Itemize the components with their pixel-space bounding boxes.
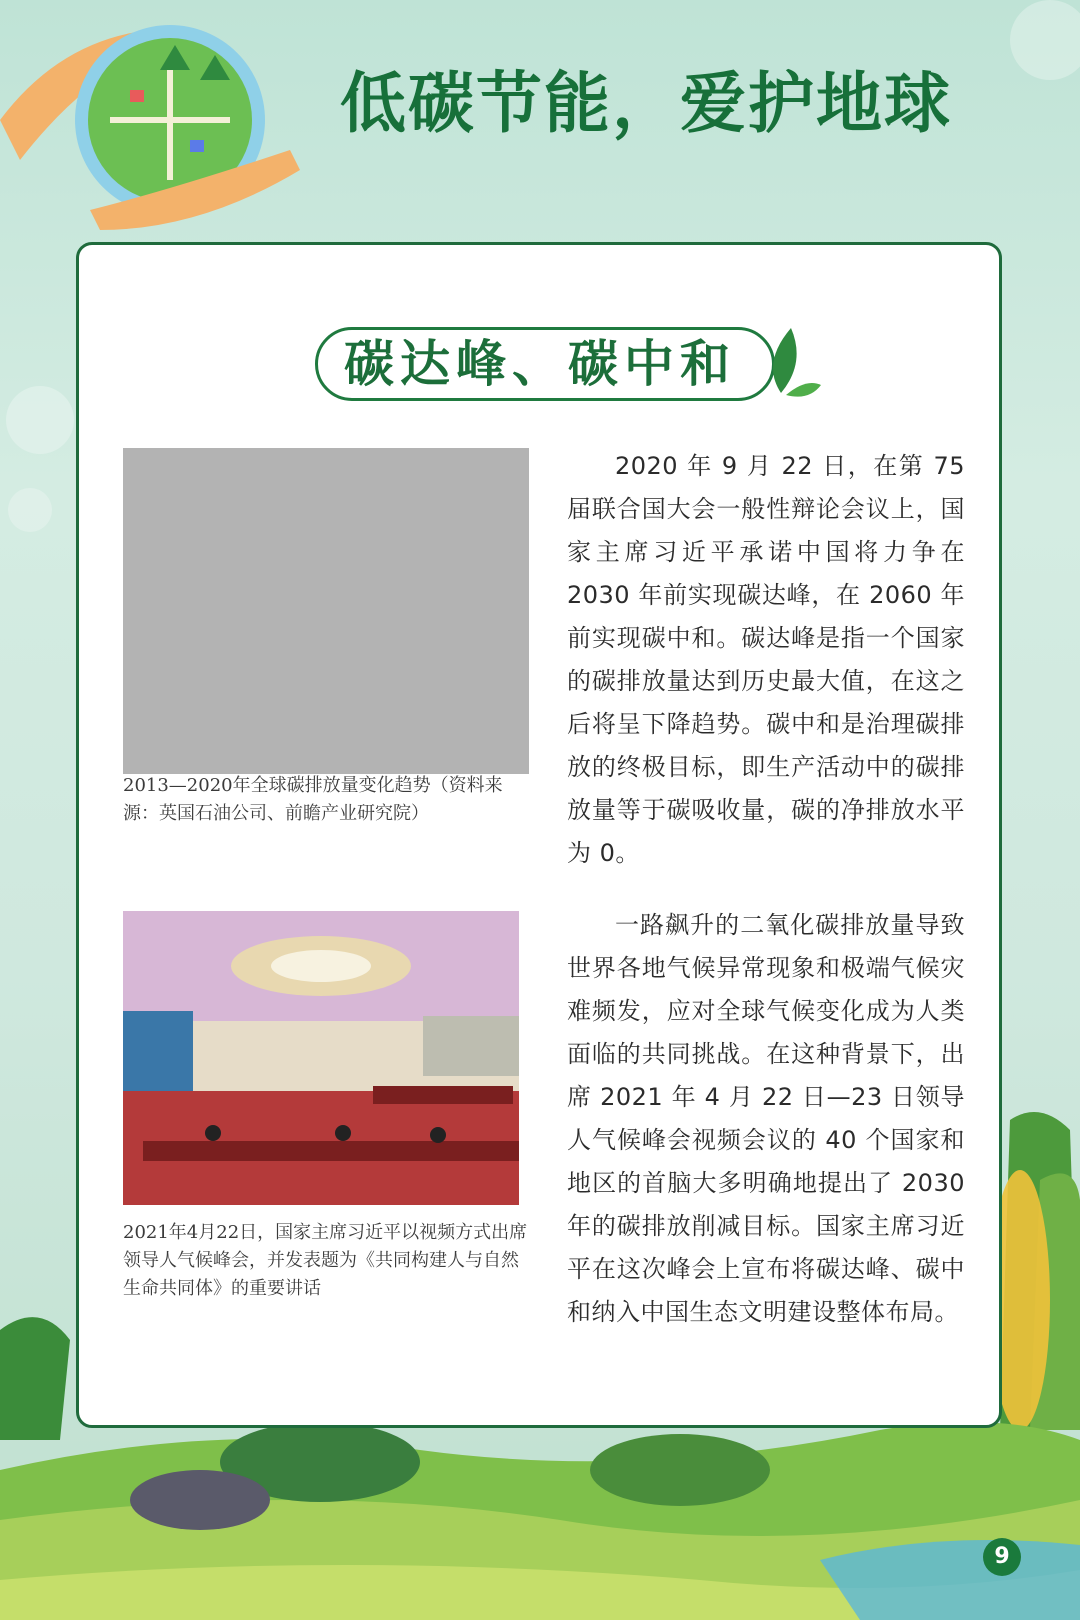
leaf-icon bbox=[761, 323, 821, 403]
summit-photo bbox=[123, 911, 519, 1205]
page-title: 低碳节能，爱护地球 bbox=[340, 64, 952, 142]
section-heading bbox=[315, 327, 775, 401]
globe-hands-illustration bbox=[0, 0, 320, 240]
photo-caption: 2021年4月22日，国家主席习近平以视频方式出席领导人气候峰会，并发表题为《共同构建人与自然生命共同体》的重要讲话 bbox=[123, 1222, 528, 1299]
section-heading-text: 碳达峰、碳中和 bbox=[344, 335, 736, 393]
content-card bbox=[76, 242, 1002, 1428]
page-number-badge: 9 bbox=[983, 1538, 1021, 1576]
article-paragraph-1: 2020 年 9 月 22 日，在第 75 届联合国大会一般性辩论会议上，国家主席习近平承诺中国将力争在 2030 年前实现碳达峰，在 2060 年前实现碳中和。碳达峰是指一个国家的碳排放量达到历史最大值，在这之后将呈下降趋势。碳中和是治理碳排放的终极目标，即生产活动中的碳排放量等于碳吸收量，碳的净排放水平为 0。 bbox=[567, 452, 965, 867]
chart-caption: 2013—2020年全球碳排放量变化趋势（资料来源：英国石油公司、前瞻产业研究院） bbox=[123, 775, 503, 824]
emissions-chart-image bbox=[123, 448, 529, 774]
article-paragraph-2: 一路飙升的二氧化碳排放量导致世界各地气候异常现象和极端气候灾难频发，应对全球气候变化成为人类面临的共同挑战。在这种背景下，出席 2021 年 4 月 22 日—23 日领导人气候峰会视频会议的 40 个国家和地区的首脑大多明确地提出了 2030 年的碳排放削减目标。国家主席习近平在这次峰会上宣布将碳达峰、碳中和纳入中国生态文明建设整体布局。 bbox=[567, 911, 965, 1326]
